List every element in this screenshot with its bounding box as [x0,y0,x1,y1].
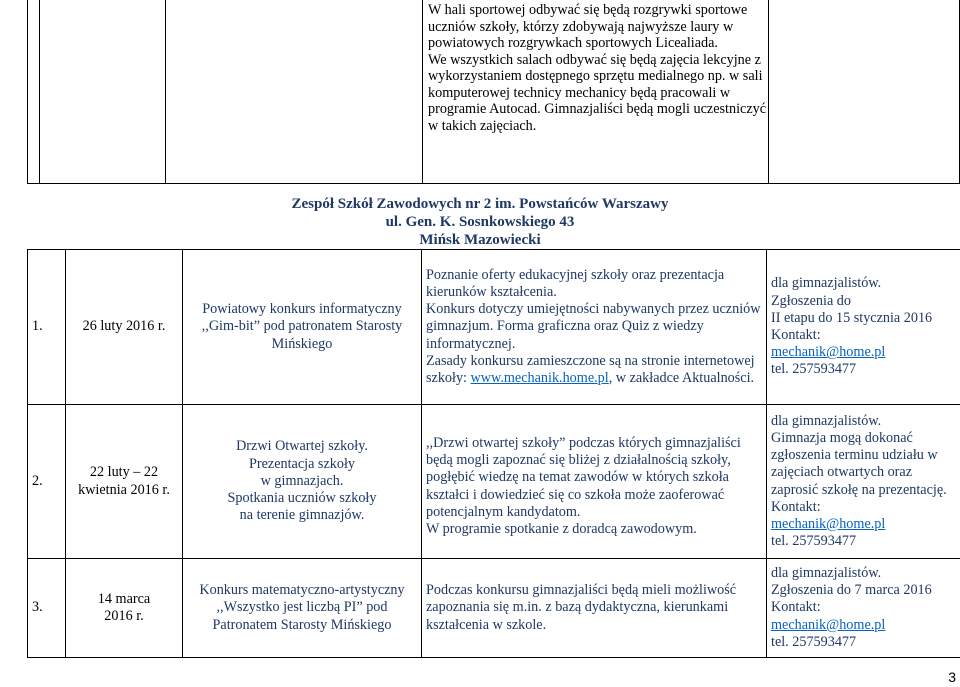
table-border [27,0,28,184]
desc-line: ,,Drzwi otwartej szkoły” podczas których gimnazjaliści będą mogli zapoznać się bliżej z działalnością szkoły, pogłębić wiedzę na temat zawodów w których szkoła kształci i dowiedzieć się co szkoła może zaoferować potencjalnym kandydatom. [426,434,741,520]
events-table [27,249,960,658]
page-number: 3 [948,669,956,685]
top-paragraph-2: We wszystkich salach odbywać się będą zajęcia lekcyjne z wykorzystaniem dostępnego sprzętu medialnego np. w sali komputerowej technicy mechanicy będą pracowali w programie Autocad. Gimnazjaliści będą mogli uczestniczyć w takich zajęciach. [428,51,767,134]
desc-line: Podczas konkursu gimnazjaliści będą mieli możliwość zapoznania się m.in. z bazą dydaktyczna, kierunkami kształcenia w szkole. [426,582,737,633]
school-city: Mińsk Mazowiecki [419,232,541,248]
row-event: Drzwi Otwartej szkoły. Prezentacja szkoły w gimnazjach. Spotkania uczniów szkoły na terenie gimnazjów. [183,405,422,559]
row-number: 2. [28,405,66,559]
table-row [28,405,960,559]
email-link[interactable]: mechanik@home.pl [771,616,886,633]
table-border [27,183,960,184]
desc-line: W programie spotkanie z doradcą zawodowym. [426,520,697,537]
desc-line: Poznanie oferty edukacyjnej szkoły oraz prezentacja kierunków kształcenia. [426,266,725,300]
row-number: 1. [28,250,66,405]
top-paragraph-1: W hali sportowej odbywać się będą rozgrywki sportowe uczniów szkoły, którzy zdobywają najwyższe laury w powiatowych rozgrywkach sportowych Licealiada. [428,2,748,51]
table-border [165,0,166,184]
row-event: Powiatowy konkurs informatyczny ,,Gim-bit” pod patronatem Starosty Mińskiego [183,250,422,405]
row-description [422,250,767,405]
row-contact: dla gimnazjalistów. Zgłoszenia do 7 marca 2016 Kontakt: mechanik@home.pl tel. 257593477 [767,559,960,658]
row-contact: dla gimnazjalistów. Zgłoszenia do II etapu do 15 stycznia 2016 Kontakt: mechanik@home.pl tel. 257593477 [767,250,960,405]
school-heading [0,195,960,249]
table-border [422,0,423,184]
row-description [422,405,767,559]
table-border [39,0,40,184]
row-contact: dla gimnazjalistów. Gimnazja mogą dokonać zgłoszenia terminu udziału w zajęciach otwartych oraz zaprosić szkołę na prezentację. Kontakt: mechanik@home.pl tel. 257593477 [767,405,960,559]
email-link[interactable]: mechanik@home.pl [771,515,886,532]
table-row [28,559,960,658]
email-link[interactable]: mechanik@home.pl [771,344,886,361]
row-event: Konkurs matematyczno-artystyczny ,,Wszystko jest liczbą PI” pod Patronatem Starosty Mińskiego [183,559,422,658]
row-number: 3. [28,559,66,658]
top-description-cell [428,2,768,134]
row-date: 26 luty 2016 r. [66,250,183,405]
row-description [422,559,767,658]
desc-line: Zasady konkursu zamieszczone są na stronie internetowej szkoły: www.mechanik.home.pl, w zakładce Aktualności. [426,352,755,386]
website-link[interactable]: www.mechanik.home.pl [470,370,609,386]
school-name: Zespół Szkół Zawodowych nr 2 im. Powstańców Warszawy [291,196,669,212]
desc-line: Konkurs dotyczy umiejętności nabywanych przez uczniów gimnazjum. Forma graficzna oraz Quiz z wiedzy informatycznej. [426,301,761,352]
row-date: 14 marca 2016 r. [66,559,183,658]
top-table-fragment [27,0,960,184]
row-date: 22 luty – 22 kwietnia 2016 r. [66,405,183,559]
table-border [768,0,769,184]
table-row [28,250,960,405]
school-address: ul. Gen. K. Sosnkowskiego 43 [385,214,575,230]
